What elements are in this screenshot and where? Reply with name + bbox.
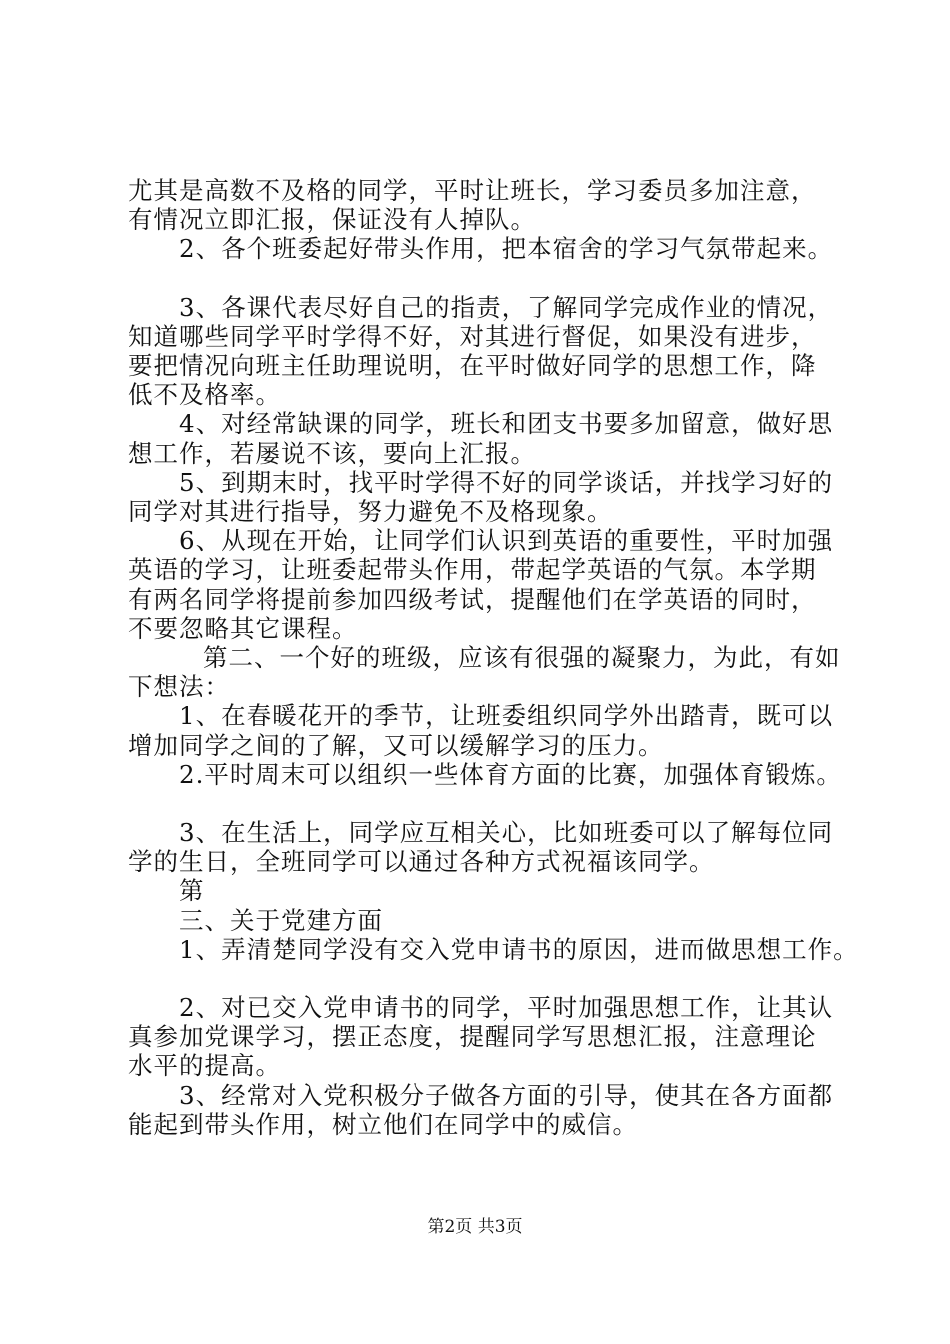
text-line: 有两名同学将提前参加四级考试，提醒他们在学英语的同时， <box>128 584 817 614</box>
text-line: 想工作，若屡说不该，要向上汇报。 <box>128 438 536 468</box>
text-line: 低不及格率。 <box>128 380 281 410</box>
text-line: 3、在生活上，同学应互相关心，比如班委可以了解每位同 <box>179 818 834 848</box>
text-line: 能起到带头作用，树立他们在同学中的威信。 <box>128 1109 638 1139</box>
text-line: 不要忽略其它课程。 <box>128 613 358 643</box>
section-heading: 三、关于党建方面 <box>179 905 383 935</box>
text-line: 真参加党课学习，摆正态度，提醒同学写思想汇报，注意理论 <box>128 1022 817 1052</box>
text-line: 2、各个班委起好带头作用，把本宿舍的学习气氛带起来。 <box>179 234 834 264</box>
text-line: 5、到期末时，找平时学得不好的同学谈话，并找学习好的 <box>179 467 834 497</box>
text-line: 有情况立即汇报，保证没有人掉队。 <box>128 205 536 235</box>
paragraph-gap <box>128 264 848 293</box>
text-line: 尤其是高数不及格的同学，平时让班长，学习委员多加注意， <box>128 176 817 205</box>
text-line: 3、各课代表尽好自己的指责，了解同学完成作业的情况， <box>179 292 834 322</box>
text-line: 水平的提高。 <box>128 1051 281 1081</box>
text-line: 3、经常对入党积极分子做各方面的引导，使其在各方面都 <box>179 1080 834 1110</box>
page-footer <box>0 1216 950 1238</box>
page-number: 第2页 共3页 <box>427 1217 523 1237</box>
text-line: 学的生日，全班同学可以通过各种方式祝福该同学。 <box>128 847 715 877</box>
text-line: 2.平时周末可以组织一些体育方面的比赛，加强体育锻炼。 <box>179 759 842 789</box>
text-line: 英语的学习，让班委起带头作用，带起学英语的气氛。本学期 <box>128 555 817 585</box>
paragraph-gap <box>128 789 848 818</box>
text-line: 6、从现在开始，让同学们认识到英语的重要性，平时加强 <box>179 526 834 556</box>
text-line: 知道哪些同学平时学得不好，对其进行督促，如果没有进步， <box>128 321 817 351</box>
text-line: 1、弄清楚同学没有交入党申请书的原因，进而做思想工作。 <box>179 934 859 964</box>
text-line: 增加同学之间的了解，又可以缓解学习的压力。 <box>128 730 664 760</box>
text-line: 下想法： <box>128 672 230 702</box>
text-line: 2、对已交入党申请书的同学，平时加强思想工作，让其认 <box>179 993 834 1023</box>
document-body <box>128 176 859 1139</box>
text-line: 第 <box>179 876 205 906</box>
text-line: 第二、一个好的班级，应该有很强的凝聚力，为此，有如 <box>203 643 841 673</box>
paragraph-gap <box>128 964 848 993</box>
text-line: 4、对经常缺课的同学，班长和团支书要多加留意，做好思 <box>179 409 834 439</box>
text-line: 要把情况向班主任助理说明，在平时做好同学的思想工作，降 <box>128 351 817 381</box>
text-line: 1、在春暖花开的季节，让班委组织同学外出踏青，既可以 <box>179 701 834 731</box>
text-line: 同学对其进行指导，努力避免不及格现象。 <box>128 497 613 527</box>
